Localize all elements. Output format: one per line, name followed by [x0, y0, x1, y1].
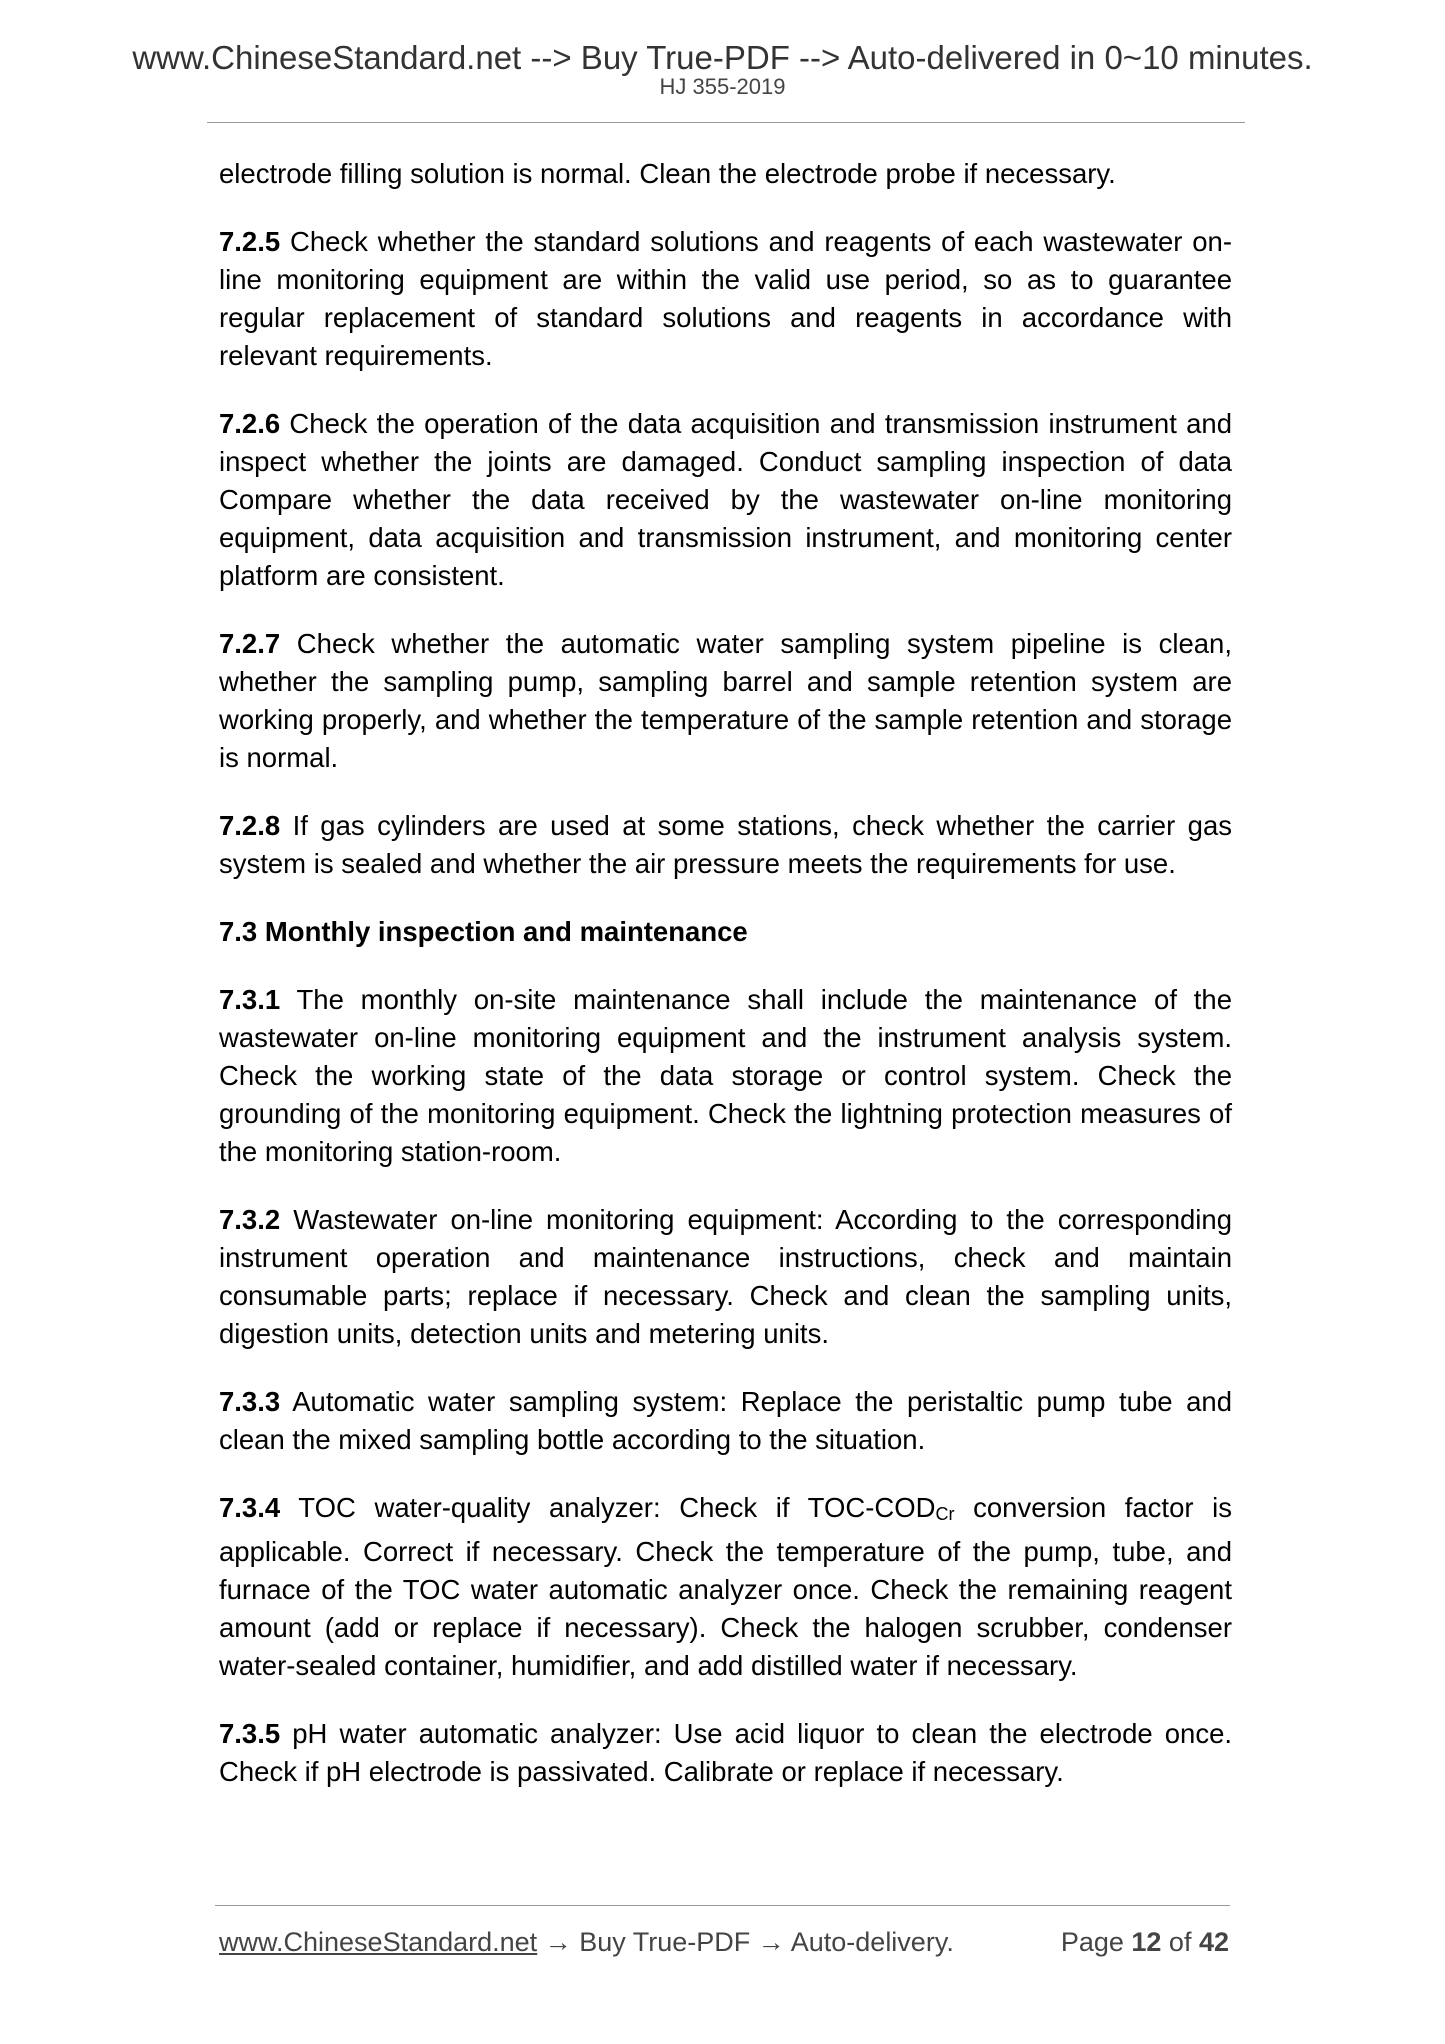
clause-number: 7.2.8 — [219, 810, 281, 841]
section-heading-7-3: 7.3 Monthly inspection and maintenance — [219, 916, 748, 947]
paragraph-continuation: electrode filling solution is normal. Clean the electrode probe if necessary. — [219, 158, 1116, 189]
clause-number: 7.3.2 — [219, 1204, 281, 1235]
page-number: Page 12 of 42 — [1060, 1927, 1229, 1957]
footer-site-link[interactable]: www.ChineseStandard.net — [219, 1927, 538, 1957]
footer-divider — [215, 1905, 1230, 1906]
clause-text: Check whether the standard solutions and reagents of each wastewater on-line monitoring equipment are within the valid use period, so as to guarantee regular replacement of standard solutions and reagents in accordance with relevant requirements. — [219, 226, 1232, 371]
clause-text: The monthly on-site maintenance shall include the maintenance of the wastewater on-line monitoring equipment and the instrument analysis system. Check the working state of the data storage or control system. Check the grounding of the monitoring equipment. Check the lightning protection measures of the monitoring station-room. — [219, 984, 1232, 1167]
clause-7-2-5 — [219, 223, 1232, 375]
clause-7-3-2 — [219, 1201, 1232, 1353]
total-pages: 42 — [1198, 1927, 1229, 1957]
current-page: 12 — [1131, 1927, 1162, 1957]
clause-number: 7.2.6 — [219, 408, 281, 439]
clause-number: 7.2.7 — [219, 628, 281, 659]
clause-text: TOC water-quality analyzer: Check if TOC-COD — [280, 1492, 936, 1523]
clause-number: 7.3.4 — [219, 1492, 281, 1523]
clause-text: Check whether the automatic water sampling system pipeline is clean, whether the sampling pump, sampling barrel and sample retention system are working properly, and whether the temperature of the sample retention and storage is normal. — [219, 628, 1232, 773]
clause-text: Wastewater on-line monitoring equipment: According to the corresponding instrument operation and maintenance instructions, check and maintain consumable parts; replace if necessary. Check and clean the sampling units, digestion units, detection units and metering units. — [219, 1204, 1232, 1349]
clause-number: 7.3.5 — [219, 1718, 281, 1749]
clause-7-2-8 — [219, 807, 1232, 883]
page-footer — [219, 1922, 1229, 1962]
header-divider — [207, 122, 1245, 123]
clause-number: 7.3.3 — [219, 1386, 281, 1417]
clause-7-2-6 — [219, 405, 1232, 595]
clause-text: If gas cylinders are used at some stations, check whether the carrier gas system is sealed and whether the air pressure meets the requirements for use. — [219, 810, 1232, 879]
clause-text: Automatic water sampling system: Replace the peristaltic pump tube and clean the mixed sampling bottle according to the situation. — [219, 1386, 1232, 1455]
subscript: Cr — [935, 1504, 955, 1524]
site-banner: www.ChineseStandard.net --> Buy True-PDF --> Auto-delivered in 0~10 minutes. — [132, 39, 1313, 76]
clause-7-2-7 — [219, 625, 1232, 777]
clause-7-3-5 — [219, 1715, 1232, 1791]
clause-number: 7.2.5 — [219, 226, 281, 257]
clause-7-3-1 — [219, 981, 1232, 1171]
clause-text: pH water automatic analyzer: Use acid liquor to clean the electrode once. Check if pH electrode is passivated. Calibrate or replace if necessary. — [219, 1718, 1232, 1787]
clause-7-3-3 — [219, 1383, 1232, 1459]
document-id: HJ 355-2019 — [659, 74, 786, 99]
footer-tagline: → Buy True-PDF → Auto-delivery. — [537, 1927, 954, 1957]
clause-text-cont: conversion factor is applicable. Correct if necessary. Check the temperature of the pump, tube, and furnace of the TOC water automatic analyzer once. Check the remaining reagent amount (add or replace if necessary). Check the halogen scrubber, condenser water-sealed container, humidifier, and add distilled water if necessary. — [219, 1492, 1233, 1681]
clause-text: Check the operation of the data acquisition and transmission instrument and inspect whether the joints are damaged. Conduct sampling inspection of data Compare whether the data received by the wastewater on-line monitoring equipment, data acquisition and transmission instrument, and monitoring center platform are consistent. — [219, 408, 1232, 591]
clause-7-3-4 — [219, 1489, 1232, 1685]
footer-left — [219, 1922, 954, 1962]
clause-number: 7.3.1 — [219, 984, 281, 1015]
page-body — [219, 155, 1232, 1821]
